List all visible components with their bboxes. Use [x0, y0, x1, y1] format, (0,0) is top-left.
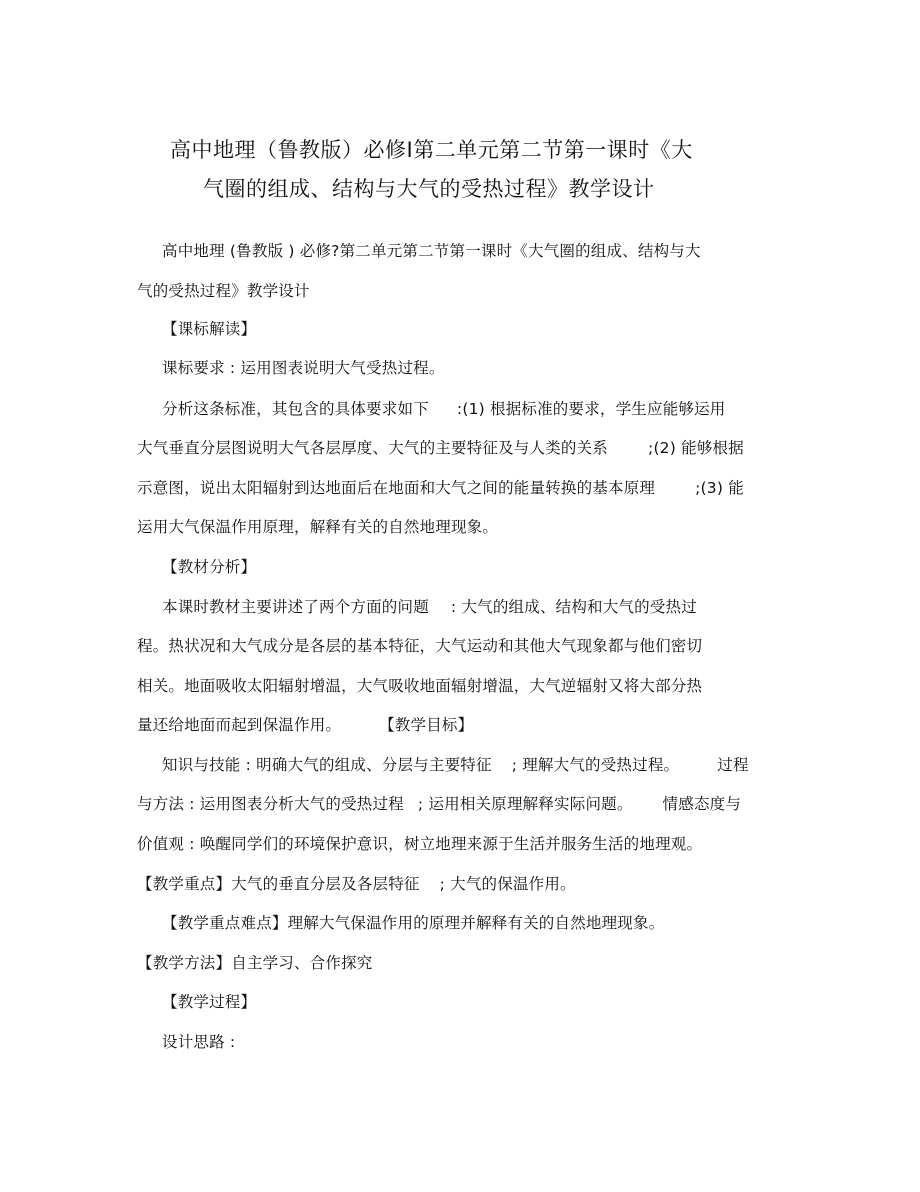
goals-line-1	[162, 755, 749, 775]
analysis-line-3	[137, 478, 744, 498]
section-heading-process: 【教学过程】	[162, 993, 257, 1011]
analysis-line-2-part-b: ;(2) 能够根据	[648, 439, 744, 457]
goals-line-2	[137, 794, 741, 814]
section-heading-jiaocai: 【教材分析】	[162, 558, 257, 576]
doc-title-line-2: 气圈的组成、结构与大气的受热过程》教学设计	[203, 177, 655, 201]
jiaocai-line-4-part-a: 量还给地面而起到保温作用。	[137, 716, 342, 734]
jiaocai-line-2: 程。热状况和大气成分是各层的基本特征，大气运动和其他大气现象都与他们密切	[137, 637, 703, 655]
design-idea-line: 设计思路 :	[162, 1033, 236, 1051]
analysis-line-3-part-a: 示意图，说出太阳辐射到达地面后在地面和大气之间的能量转换的基本原理	[137, 479, 656, 497]
goals-line-1-part-a: 知识与技能 : 明确大气的组成、分层与主要特征	[162, 756, 492, 774]
analysis-line-1-part-b: :(1) 根据标准的要求，学生应能够运用	[456, 400, 726, 418]
intro-line-2: 气的受热过程》教学设计	[137, 282, 310, 300]
doc-title-line-1: 高中地理（鲁教版）必修Ⅰ第二单元第二节第一课时《大	[170, 138, 693, 162]
goals-line-2-part-b: ; 运用相关原理解释实际问题。	[417, 795, 633, 813]
goals-line-2-part-c: 情感态度与	[662, 795, 742, 813]
intro-line-1: 高中地理 (鲁教版 ) 必修?第二单元第二节第一课时《大气圈的组成、结构与大	[162, 242, 701, 260]
jiaocai-line-1-part-a: 本课时教材主要讲述了两个方面的问题	[162, 598, 429, 616]
goals-line-1-part-b: ; 理解大气的受热过程。	[511, 756, 680, 774]
goals-line-1-part-c: 过程	[717, 756, 749, 774]
jiaocai-line-1-part-b: : 大气的组成、结构和大气的受热过	[450, 598, 697, 616]
goals-line-3: 价值观 : 唤醒同学们的环境保护意识，树立地理来源于生活并服务生活的地理观。	[137, 835, 703, 853]
jiaocai-line-1	[162, 597, 697, 617]
analysis-line-2-part-a: 大气垂直分层图说明大气各层厚度、大气的主要特征及与人类的关系	[137, 439, 609, 457]
key-points-line	[137, 874, 576, 894]
analysis-line-3-part-b: ;(3) 能	[695, 479, 744, 497]
analysis-line-1-part-a: 分析这条标准，其包含的具体要求如下	[162, 400, 429, 418]
analysis-line-2	[137, 438, 744, 458]
key-points-part-b: ; 大气的保温作用。	[439, 875, 576, 893]
goals-line-2-part-a: 与方法 : 运用图表分析大气的受热过程	[137, 795, 404, 813]
kebiao-requirement: 课标要求 : 运用图表说明大气受热过程。	[162, 359, 445, 377]
section-heading-goals: 【教学目标】	[379, 716, 474, 734]
analysis-line-1	[162, 399, 726, 419]
difficulties-line: 【教学重点难点】理解大气保温作用的原理并解释有关的自然地理现象。	[162, 914, 665, 932]
key-points-part-a: 【教学重点】大气的垂直分层及各层特征	[137, 875, 420, 893]
analysis-line-4: 运用大气保温作用原理，解释有关的自然地理现象。	[137, 518, 499, 536]
methods-line: 【教学方法】自主学习、合作探究	[137, 954, 373, 972]
jiaocai-line-4	[137, 715, 473, 735]
jiaocai-line-3: 相关。地面吸收太阳辐射增温，大气吸收地面辐射增温，大气逆辐射又将大部分热	[137, 677, 703, 695]
section-heading-kebiao: 【课标解读】	[162, 320, 257, 338]
